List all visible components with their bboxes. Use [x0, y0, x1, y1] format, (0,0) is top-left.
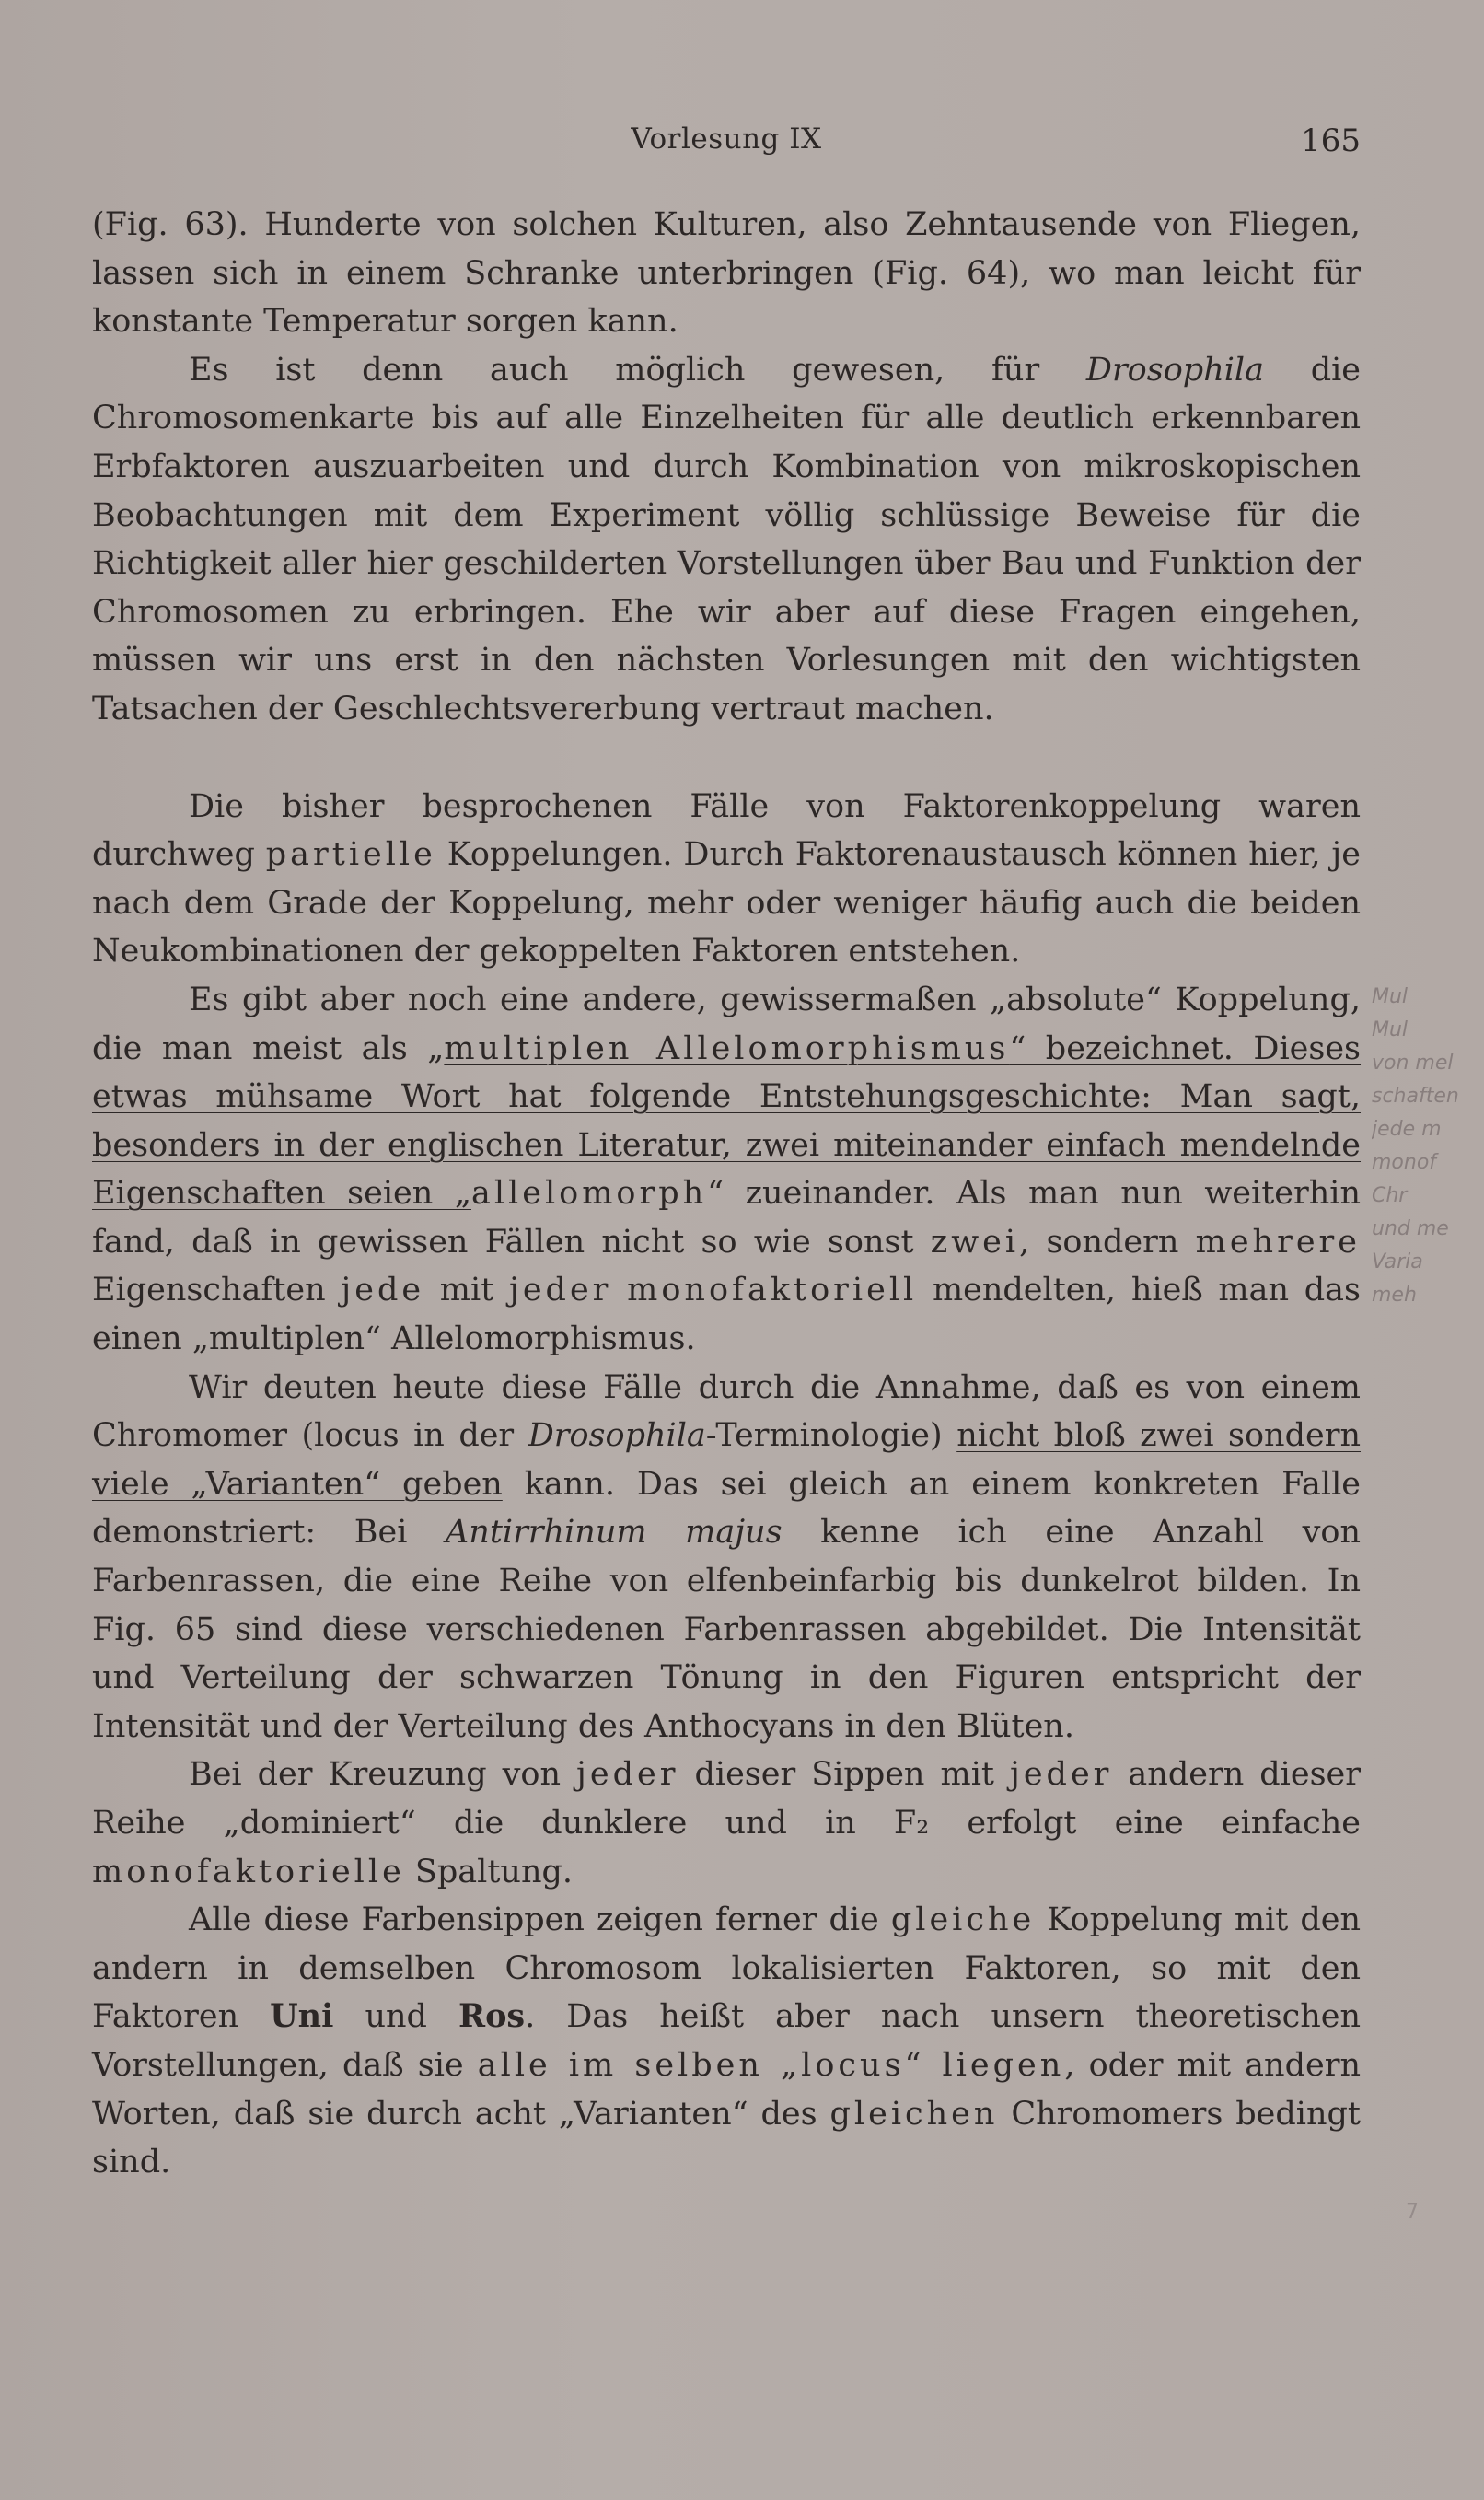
margin-note: Chr — [1372, 1184, 1408, 1207]
spaced-term: gleichen — [829, 2095, 999, 2133]
spaced-term: monofaktorielle — [92, 1853, 405, 1890]
text-run: Koppelungen. Durch Faktorenaustausch können hier, je nach dem Grade der Koppelung, mehr oder weniger häufig auch die beiden Neukombinationen der gekoppelten Faktoren entstehen. — [92, 836, 1361, 971]
spaced-term: jeder — [576, 1756, 679, 1794]
spaced-term: mehrere — [1195, 1223, 1361, 1261]
text-run: Es gibt aber noch eine andere, gewissermaßen „absolute“ Koppelung, die man meist als „ — [92, 981, 1361, 1067]
paragraph-5 — [92, 1364, 1361, 1751]
paragraph-6 — [92, 1750, 1361, 1896]
text-run: , oder mit andern Worten, daß sie durch acht „Varianten“ des — [92, 2046, 1361, 2133]
spaced-term: jeder — [508, 1272, 612, 1309]
text-run: “ zueinander. Als man nun weiterhin fand, daß in gewissen Fällen nicht so wie sonst — [92, 1175, 1362, 1261]
bold-term: Ros — [458, 1997, 526, 2036]
spaced-term: alle im selben „locus“ liegen — [477, 2046, 1065, 2084]
text-run — [611, 1272, 627, 1308]
text-run: mendelten, hieß man das einen „multiplen“ Allelomorphismus. — [92, 1272, 1361, 1358]
underlined-text: nicht bloß zwei sondern viele „Varianten“ geben — [92, 1417, 1361, 1503]
text-run: und — [333, 1998, 458, 2036]
margin-note: Varia — [1372, 1250, 1423, 1273]
text-run: dieser Sippen mit — [678, 1756, 1010, 1794]
text-run: Eigenschaften — [92, 1272, 342, 1309]
margin-note: jede m — [1372, 1118, 1442, 1141]
spaced-term: jede — [341, 1272, 425, 1309]
running-title: Vorlesung IX — [631, 122, 822, 156]
italic-term: Drosophila — [528, 1417, 706, 1455]
running-head — [92, 122, 1361, 163]
italic-term: Antirrhinum majus — [446, 1514, 783, 1552]
text-run: -Terminologie) — [705, 1417, 957, 1455]
spaced-term: monofaktoriell — [627, 1272, 918, 1309]
text-run: Alle diese Farbensippen zeigen ferner die — [189, 1901, 891, 1939]
text-run: mit — [424, 1272, 509, 1309]
margin-note: meh — [1372, 1284, 1417, 1307]
spaced-term: allelomorph — [470, 1175, 708, 1213]
text-run: Bei der Kreuzung von — [189, 1756, 577, 1794]
spaced-term: zwei — [930, 1223, 1020, 1261]
bold-term: Uni — [270, 1997, 334, 2036]
text-run: andern dieser Reihe „dominiert“ die dunklere und in F₂ erfolgt eine einfache — [92, 1756, 1361, 1842]
spaced-term: multiplen Allelomorphismus — [444, 1029, 1010, 1067]
text-run: Koppelung mit den andern in demselben Chromosom lokalisierten Faktoren, so mit den Faktoren — [92, 1901, 1362, 2036]
paragraph-7 — [92, 1896, 1361, 2187]
handwritten-margin-notes — [1372, 981, 1484, 1312]
text-run: “ bezeichnet. Dieses etwas mühsame Wort hat folgende Entstehungsgeschichte: Man sagt, besonders in der englischen Literatur, zwei miteinander einfach mendelnde Eigenschaften seien „ — [92, 1029, 1362, 1213]
text-run: . Das heißt aber nach unsern theoretischen Vorstellungen, daß sie — [92, 1998, 1361, 2084]
text-run: (Fig. 63). Hunderte von solchen Kulturen, also Zehntausende von Fliegen, lassen sich in einem Schranke unterbringen (Fig. 64), wo man leicht für konstante Temperatur sorgen kann. — [92, 206, 1361, 341]
margin-note: und me — [1372, 1217, 1449, 1240]
page-number: 165 — [1301, 122, 1361, 159]
spaced-term: gleiche — [890, 1901, 1036, 1939]
spaced-term: jeder — [1009, 1756, 1113, 1794]
margin-note: schaften — [1372, 1085, 1459, 1108]
paragraph-3 — [92, 783, 1361, 976]
paragraph-1 — [92, 201, 1361, 346]
margin-note: von mel — [1372, 1052, 1454, 1075]
text-run: Die bisher besprochenen Fälle von Faktorenkoppelung waren durchweg — [92, 787, 1361, 874]
text-run: kann. Das sei gleich an einem konkreten Falle demonstriert: Bei — [92, 1465, 1362, 1552]
text-run: Wir deuten heute diese Fälle durch die Annahme, daß es von einem Chromomer (locus in der — [92, 1368, 1361, 1455]
margin-note: monof — [1372, 1151, 1437, 1174]
text-run: Es ist denn auch möglich gewesen, für — [189, 351, 1086, 389]
italic-term: Drosophila — [1085, 351, 1264, 389]
text-run: Spaltung. — [404, 1853, 574, 1890]
text-run: kenne ich eine Anzahl von Farbenrassen, die eine Reihe von elfenbeinfarbig bis dunkelrot bilden. In Fig. 65 sind diese verschiedenen Farbenrassen abgebildet. Die Intensität und Verteilung der schwarzen Tönung in den Figuren entspricht der Intensität und der Verteilung des Anthocyans in den Blüten. — [92, 1514, 1361, 1745]
spaced-term: partielle — [265, 836, 436, 874]
margin-note: Mul — [1372, 1018, 1409, 1041]
margin-pencil-mark: 7 — [1406, 2201, 1419, 2224]
text-run: die Chromosomenkarte bis auf alle Einzelheiten für alle deutlich erkennbaren Erbfaktoren auszuarbeiten und durch Kombination von mikroskopischen Beobachtungen mit dem Experiment völlig schlüssige Beweise für die Richtigkeit aller hier geschilderten Vorstellungen über Bau und Funktion der Chromosomen zu erbringen. Ehe wir aber auf diese Fragen eingehen, müssen wir uns erst in den nächsten Vorlesungen mit den wichtigsten Tatsachen der Geschlechtsvererbung vertraut machen. — [92, 351, 1362, 727]
section-gap — [92, 734, 1361, 783]
margin-note: Mul — [1372, 985, 1409, 1008]
body-text — [92, 201, 1361, 2187]
paragraph-2 — [92, 346, 1361, 734]
text-run: Chromomers bedingt sind. — [92, 2095, 1361, 2181]
paragraph-4 — [92, 976, 1361, 1364]
text-run: , sondern — [1019, 1223, 1196, 1261]
